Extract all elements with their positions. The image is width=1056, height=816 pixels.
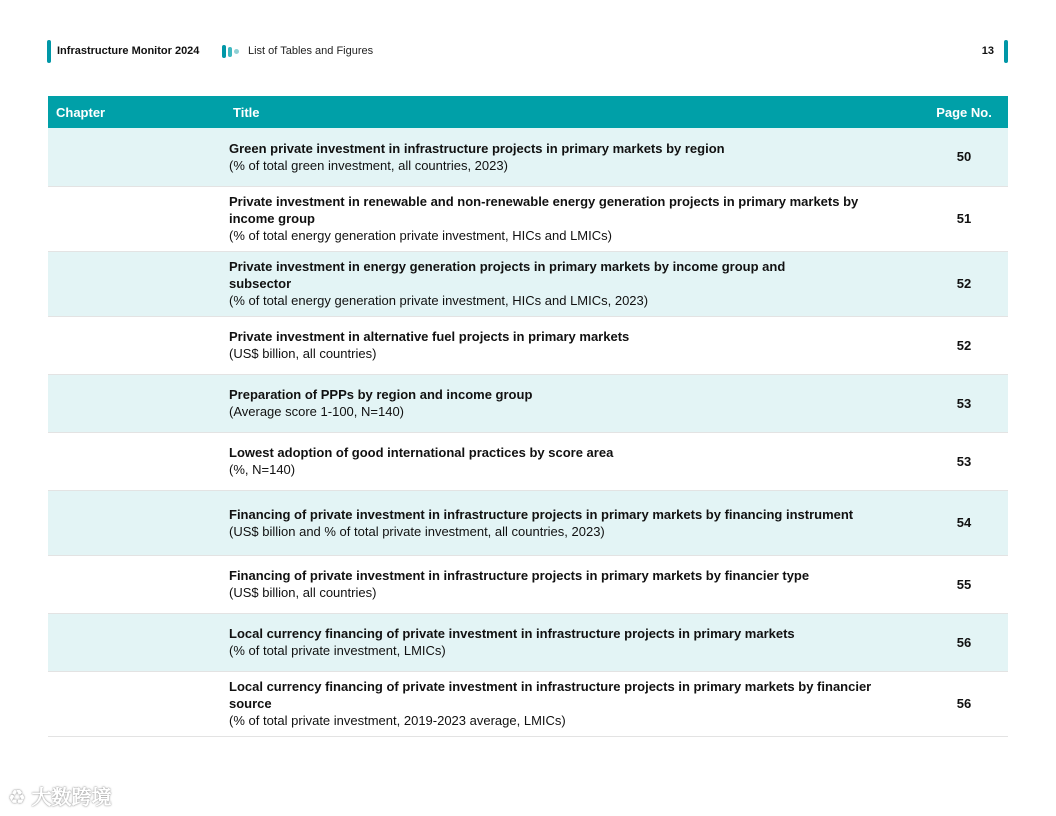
table-row[interactable] — [48, 671, 1008, 736]
row-page: 53 — [956, 395, 972, 411]
row-title-cell — [225, 128, 920, 186]
row-title-cell — [225, 251, 920, 316]
row-chapter — [48, 186, 225, 251]
row-subtitle: (US$ billion, all countries) — [229, 346, 377, 361]
row-title: Local currency financing of private investment in infrastructure projects in primary markets — [229, 626, 795, 641]
row-subtitle: (% of total private investment, LMICs) — [229, 643, 446, 658]
row-title: Private investment in energy generation projects in primary markets by income group and subsector — [229, 259, 786, 291]
header-accent-bar-left — [47, 40, 51, 63]
row-title-cell — [225, 432, 920, 490]
row-page: 52 — [956, 337, 972, 353]
table-row[interactable] — [48, 316, 1008, 374]
row-title-cell — [225, 671, 920, 736]
table-row[interactable] — [48, 251, 1008, 316]
table-row[interactable] — [48, 555, 1008, 613]
row-title: Financing of private investment in infrastructure projects in primary markets by financing instrument — [229, 506, 854, 522]
row-page: 51 — [956, 211, 972, 226]
row-title: Green private investment in infrastructure projects in primary markets by region — [229, 140, 725, 156]
table-row[interactable] — [48, 432, 1008, 490]
row-title: Financing of private investment in infrastructure projects in primary markets by financier type — [229, 568, 810, 583]
header-accent-bar-right — [1004, 40, 1008, 63]
row-chapter — [48, 490, 225, 555]
row-chapter — [48, 613, 225, 671]
row-subtitle: (US$ billion and % of total private investment, all countries, 2023) — [229, 523, 605, 539]
row-subtitle: (Average score 1-100, N=140) — [229, 404, 404, 419]
table-row[interactable] — [48, 490, 1008, 555]
row-subtitle: (US$ billion, all countries) — [229, 585, 377, 600]
row-page: 56 — [956, 696, 972, 711]
row-page: 52 — [956, 276, 972, 291]
page-header — [47, 40, 1008, 64]
row-title-cell — [225, 490, 920, 555]
figures-table — [48, 96, 1008, 737]
row-title-cell — [225, 613, 920, 671]
header-title: Title — [233, 104, 260, 120]
header-chapter: Chapter — [56, 104, 106, 120]
header-page: Page No. — [936, 104, 992, 120]
row-subtitle: (% of total green investment, all countries, 2023) — [229, 157, 508, 173]
row-chapter — [48, 128, 225, 186]
row-page: 53 — [956, 453, 972, 469]
row-title-cell — [225, 374, 920, 432]
table-row[interactable] — [48, 613, 1008, 671]
row-chapter — [48, 432, 225, 490]
report-title: Infrastructure Monitor 2024 — [57, 45, 200, 57]
watermark — [8, 781, 112, 810]
watermark-logo-icon: ♻ — [8, 787, 26, 809]
row-chapter — [48, 251, 225, 316]
section-title: List of Tables and Figures — [248, 45, 374, 57]
row-page: 55 — [956, 576, 972, 592]
row-title: Private investment in alternative fuel projects in primary markets — [229, 329, 630, 344]
row-subtitle: (%, N=140) — [229, 462, 296, 477]
row-title-cell — [225, 316, 920, 374]
brand-dots-icon — [222, 45, 244, 58]
row-subtitle: (% of total energy generation private investment, HICs and LMICs) — [229, 228, 612, 243]
row-title: Local currency financing of private investment in infrastructure projects in primary markets by financier source — [229, 679, 872, 711]
row-subtitle: (% of total private investment, 2019-2023 average, LMICs) — [229, 713, 566, 728]
row-title-cell — [225, 555, 920, 613]
row-title: Preparation of PPPs by region and income group — [229, 387, 533, 402]
row-page: 54 — [956, 515, 972, 530]
table-row[interactable] — [48, 374, 1008, 432]
page-number: 13 — [981, 45, 994, 57]
row-title: Private investment in renewable and non-renewable energy generation projects in primary markets by income group — [229, 194, 859, 226]
table-row[interactable] — [48, 186, 1008, 251]
row-title-cell — [225, 186, 920, 251]
row-subtitle: (% of total energy generation private investment, HICs and LMICs, 2023) — [229, 293, 649, 308]
watermark-text: 大数跨境 — [31, 787, 112, 809]
row-chapter — [48, 374, 225, 432]
row-title: Lowest adoption of good international practices by score area — [229, 445, 614, 460]
row-chapter — [48, 316, 225, 374]
table-header-row — [48, 96, 1008, 128]
row-chapter — [48, 555, 225, 613]
table-row[interactable] — [48, 128, 1008, 186]
row-page: 50 — [956, 149, 972, 165]
row-chapter — [48, 671, 225, 736]
row-page: 56 — [956, 634, 972, 650]
